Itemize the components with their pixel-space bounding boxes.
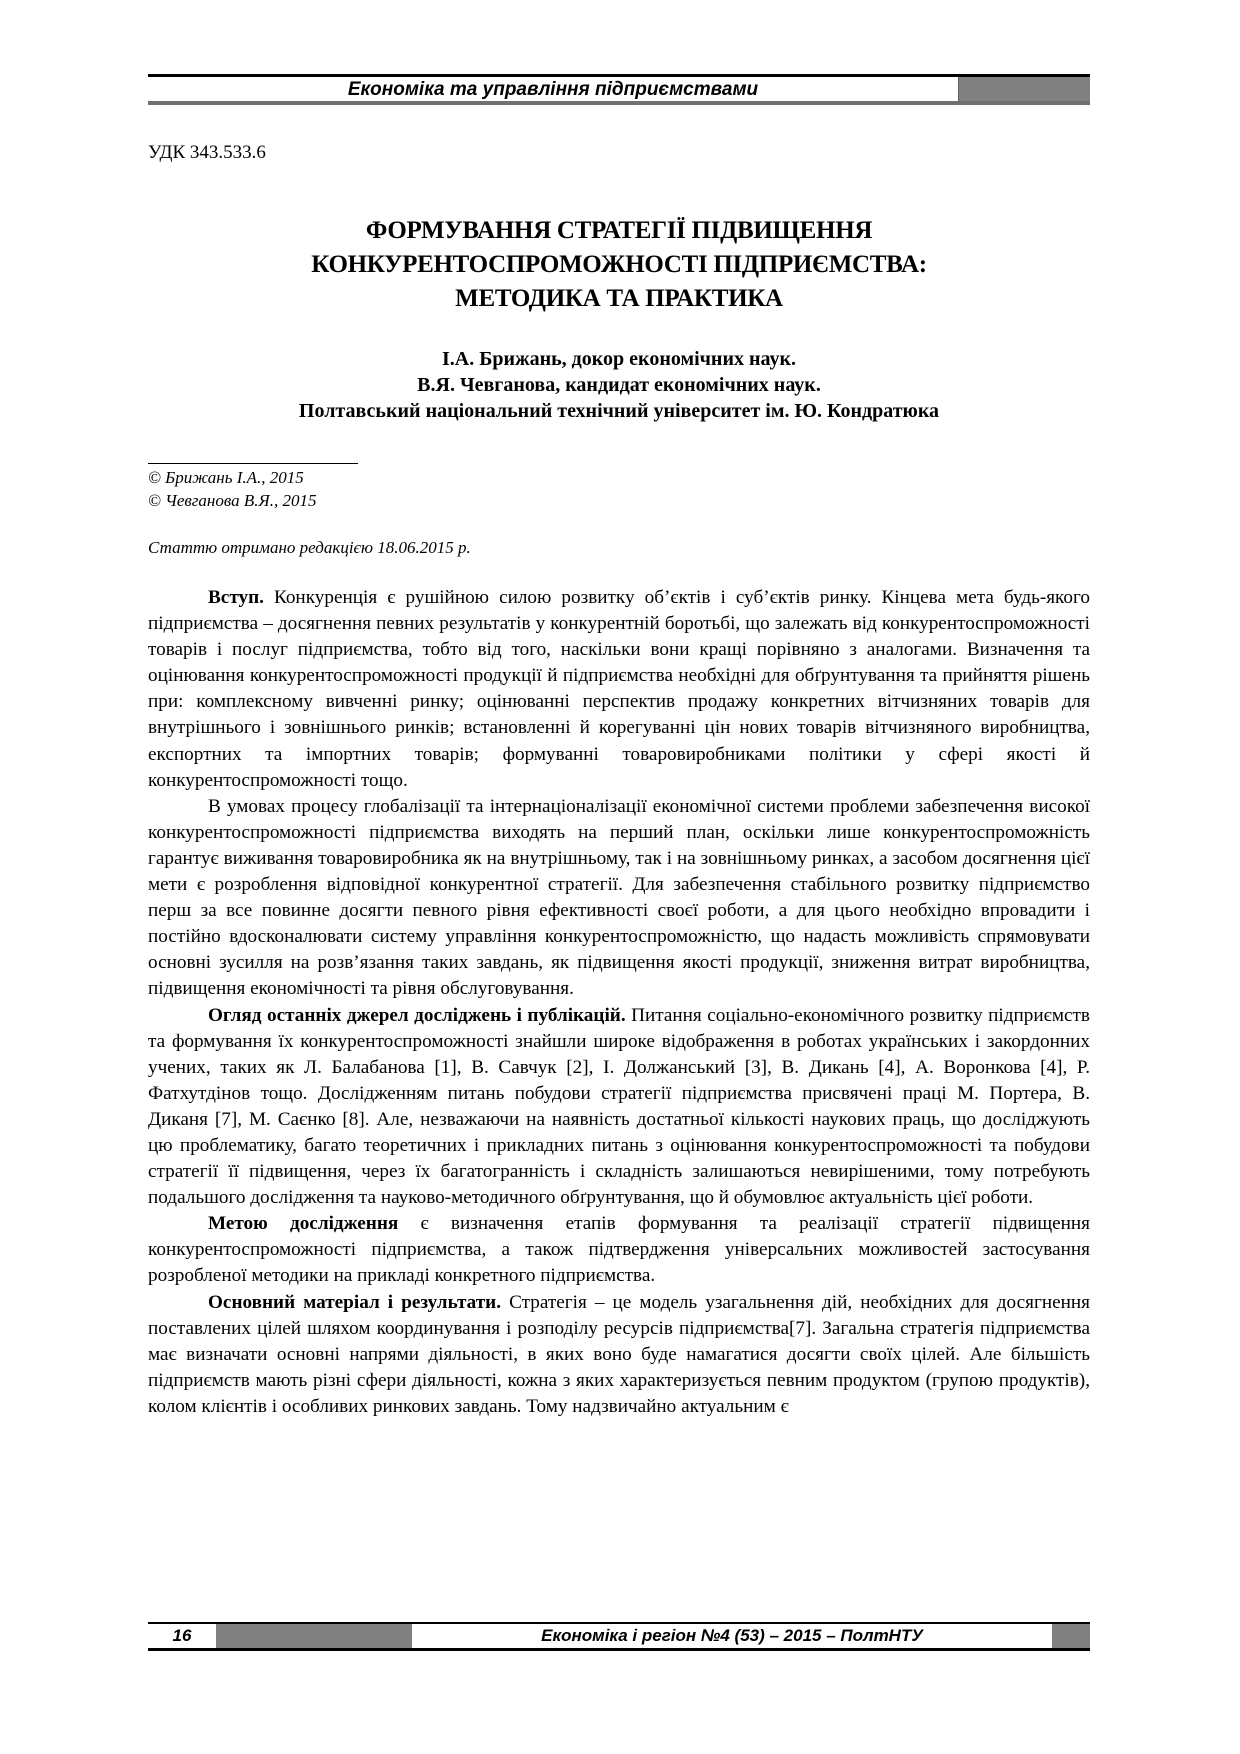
section-heading-literature-review: Огляд останніх джерел досліджень і публікацій. [208,1004,626,1026]
page-number: 16 [172,1626,192,1645]
title-line-2: КОНКУРЕНТОСПРОМОЖНОСТІ ПІДПРИЄМСТВА: [311,251,927,278]
section-heading-main-material: Основний матеріал і результати. [208,1291,502,1313]
paper-title [148,214,1090,316]
running-title: Економіка та управління підприємствами [347,79,759,100]
running-header [148,74,1090,102]
affiliation: Полтавський національний технічний університет ім. Ю. Кондратюка [298,400,940,422]
paragraph-globalization: В умовах процесу глобалізації та інтернаціоналізації економічної системи проблеми забезпечення високої конкурентоспроможності підприємства виходять на перший план, оскільки лише конкурентоспроможність гарантує виживання товаровиробника як на внутрішньому, так і на зовнішньому ринках, а засобом досягнення цієї мети є розроблення відповідної конкурентної стратегії. Для забезпечення стабільного розвитку підприємство перш за все повинне досягти певного рівня ефективності своєї роботи, а для цього необхідно впровадити і постійно вдосконалювати систему управління конкурентоспроможністю, що надасть можливість спрямовувати основні зусилля на розв’язання таких завдань, як підвищення якості продукції, зниження витрат виробництва, підвищення економічності та рівня обслуговування. [148,795,1090,1000]
footer-bottom-rule [148,1648,1090,1651]
copyright-line-2: © Чевганова В.Я., 2015 [148,491,317,510]
copyright-rule [148,463,358,464]
copyright-block [148,466,316,512]
footer-shade-right [1052,1624,1090,1648]
author-1: І.А. Брижань, докор економічних наук. [441,348,796,370]
paragraph-literature-review: Огляд останніх джерел досліджень і публікацій. Питання соціально-економічного розвитку підприємств та формування їх конкурентоспроможності знайшли широке відображення в роботах українських і закордонних учених, таких як Л. Балабанова [1], В. Савчук [2], І. Должанський [3], В. Дикань [4], А. Воронкова [4], Р. Фатхутдінов тощо. Дослідженням питань побудови стратегії підприємства присвячені праці М. Портера, В. Диканя [7], М. Саєнко [8]. Але, незважаючи на наявність достатньої кількості наукових праць, що досліджують цю проблематику, багато теоретичних і прикладних питань з оцінювання конкурентоспроможності та побудови стратегії її підвищення, через їх багатогранність і складність залишаються невирішеними, тому потребують подальшого дослідження та науково-методичного обґрунтування, що й обумовлює актуальність цієї роботи. [148,1004,1090,1209]
title-line-3: МЕТОДИКА ТА ПРАКТИКА [455,285,783,312]
footer-shade-left [216,1624,412,1648]
article-body [148,585,1090,1420]
paragraph-main-material: Основний матеріал і результати. Стратегія – це модель узагальнення дій, необхідних для досягнення поставлених цілей шляхом координування і розподілу ресурсів підприємства[7]. Загальна стратегія підприємства має визначати основні напрями діяльності, в яких воно буде намагатися досягти своїх цілей. Але більшість підприємств мають різні сфери діяльності, кожна з яких характеризується певним продуктом (групою продуктів), колом клієнтів і особливих ринкових завдань. Тому надзвичайно актуальним є [148,1291,1090,1417]
udc-code: УДК 343.533.6 [148,142,266,163]
header-bottom-rule [148,101,1090,105]
journal-citation: Економіка і регіон №4 (53) – 2015 – ПолтНТУ [541,1626,923,1645]
header-shade-block [958,77,1090,103]
authors-block [148,346,1090,424]
received-date: Статтю отримано редакцією 18.06.2015 р. [148,538,471,557]
section-heading-research-goal: Метою дослідження [208,1213,399,1235]
author-2: В.Я. Чевганова, кандидат економічних наук. [417,374,821,396]
copyright-line-1: © Брижань І.А., 2015 [148,468,304,487]
paragraph-research-goal: Метою дослідження є визначення етапів формування та реалізації стратегії підвищення конкурентоспроможності підприємства, а також підтвердження універсальних можливостей застосування розробленої методики на прикладі конкретного підприємства. [148,1213,1090,1287]
title-line-1: ФОРМУВАННЯ СТРАТЕГІЇ ПІДВИЩЕННЯ [365,217,873,244]
running-footer [148,1622,1090,1652]
section-heading-introduction: Вступ. [208,587,264,608]
paragraph-introduction: Вступ. Конкуренція є рушійною силою розвитку об’єктів і суб’єктів ринку. Кінцева мета будь-якого підприємства – досягнення певних результатів у конкурентній боротьбі, що залежать від конкурентоспроможності товарів і послуг підприємства, тобто від того, наскільки вони кращі порівняно з аналогами. Визначення та оцінювання конкурентоспроможності продукції й підприємства необхідні для обґрунтування та прийняття рішень при: комплексному вивченні ринку; оцінюванні перспектив продажу конкретних вітчизняних товарів для внутрішнього і зовнішнього ринків; встановленні й корегуванні цін нових товарів вітчизняного виробництва, експортних та імпортних товарів; формуванні товаровиробниками політики у сфері якості й конкурентоспроможності тощо. [148,587,1090,791]
header-rule [148,74,1090,77]
